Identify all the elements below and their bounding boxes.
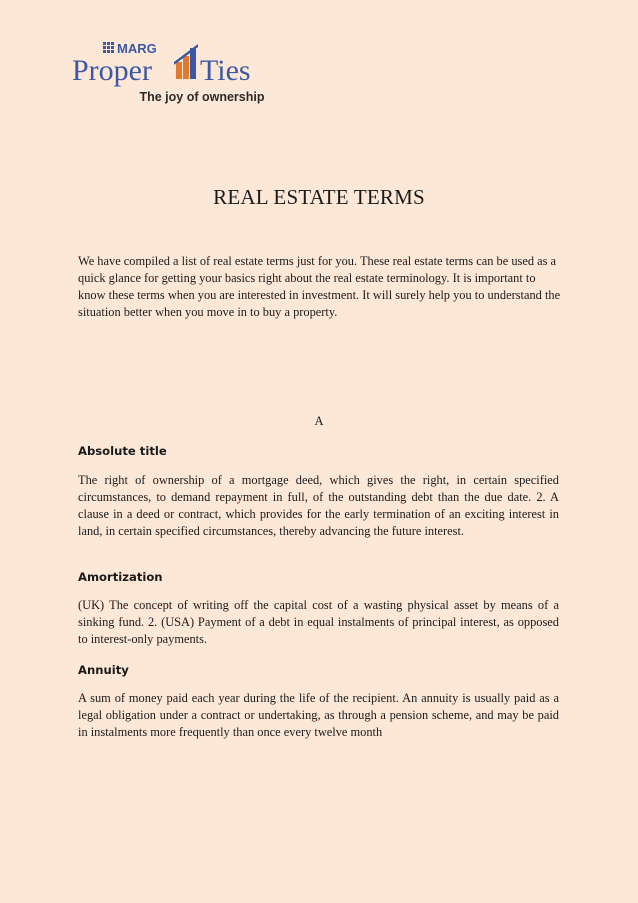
- term-entry: [78, 570, 559, 648]
- term-entry: [78, 444, 559, 540]
- grid-icon: [103, 42, 114, 53]
- brand-tagline: The joy of ownership: [139, 90, 265, 104]
- building-icon: [174, 44, 198, 79]
- term-definition: A sum of money paid each year during the life of the recipient. An annuity is usually paid as a legal obligation under a contract or undertaking, as through a pension scheme, and may be paid in instalments more frequently than once every twelve month: [78, 691, 559, 739]
- term-entry: [78, 663, 559, 741]
- logo-graphic: [72, 38, 282, 118]
- term-title: Absolute title: [78, 444, 167, 458]
- logo-ties: Ties: [200, 54, 251, 87]
- brand-logo: [72, 38, 282, 118]
- intro-paragraph: We have compiled a list of real estate terms just for you. These real estate terms can be used as a quick glance for getting your basics right about the real estate terminology. It is important to know these terms when you are interested in investment. It will surely help you to understand the situation better when you move in to buy a property.: [78, 254, 561, 320]
- page-title: REAL ESTATE TERMS: [213, 185, 425, 209]
- section-letter: A: [314, 414, 324, 428]
- term-title: Amortization: [78, 570, 163, 584]
- term-definition: The right of ownership of a mortgage deed, which gives the right, in certain specified circumstances, to demand repayment in full, of the outstanding debt than the due date. 2. A clause in a deed or contract, which provides for the early termination of an exciting interest in land, in certain specified circumstances, thereby advancing the future interest.: [78, 473, 559, 538]
- term-title: Annuity: [78, 663, 129, 677]
- logo-proper: Proper: [72, 54, 152, 87]
- logo-marg: MARG: [117, 41, 157, 56]
- term-definition: (UK) The concept of writing off the capital cost of a wasting physical asset by means of a sinking fund. 2. (USA) Payment of a debt in equal instalments of principal interest, as opposed to interest-only payments.: [78, 598, 559, 646]
